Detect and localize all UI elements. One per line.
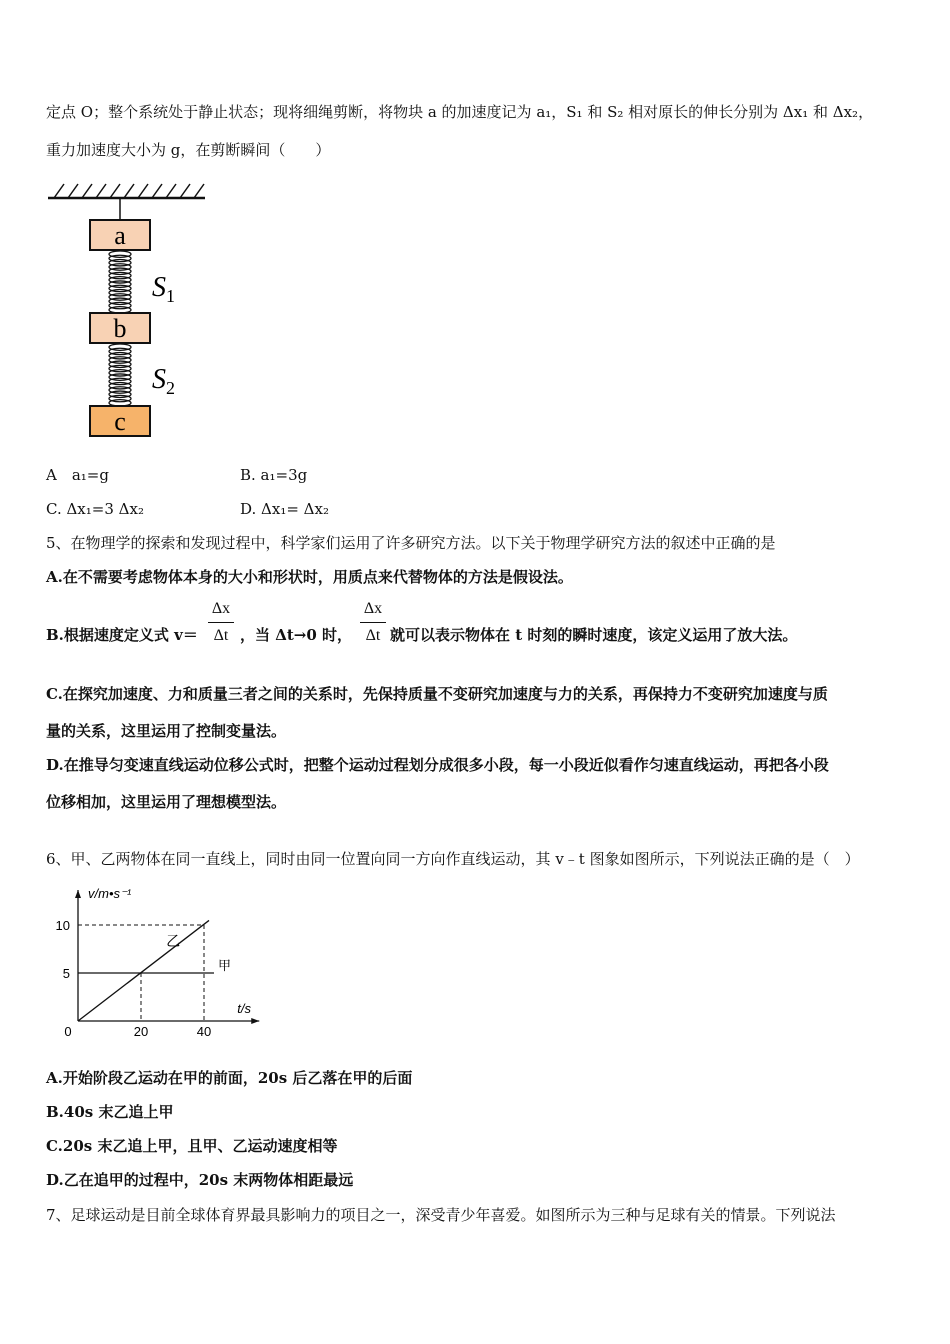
ceiling-hatch bbox=[54, 184, 204, 198]
spring-s2-label: $S_2$ bbox=[152, 364, 175, 398]
spring-s2 bbox=[109, 344, 131, 406]
q5-stem: 5、在物理学的探索和发现过程中，科学家们运用了许多研究方法。以下关于物理学研究方法的叙述中正确的是 bbox=[46, 534, 776, 552]
fraction-1 bbox=[208, 600, 234, 645]
q7-stem: 7、足球运动是目前全球体育界最具影响力的项目之一，深受青少年喜爱。如图所示为三种与足球有关的情景。下列说法 bbox=[46, 1206, 836, 1224]
fraction-2-bar bbox=[360, 622, 386, 623]
spring-s1-label: $S_1$ bbox=[152, 272, 175, 306]
series-yi-line bbox=[78, 920, 209, 1021]
q5-option-b-prefix: B.根据速度定义式 v＝ bbox=[46, 626, 198, 644]
option-b: B. a₁=3g bbox=[240, 466, 308, 484]
intro-line-2: 重力加速度大小为 g，在剪断瞬间（ ） bbox=[46, 141, 331, 159]
q6-option-a: A.开始阶段乙运动在甲的前面，20s 后乙落在甲的后面 bbox=[46, 1069, 413, 1087]
option-a: A a₁=g bbox=[46, 466, 109, 484]
series-yi-label: 乙 bbox=[166, 933, 181, 950]
spring-block-figure bbox=[40, 178, 220, 443]
y-tick-label: 10 bbox=[55, 918, 70, 933]
q5-option-c-line-1: C.在探究加速度、力和质量三者之间的关系时，先保持质量不变研究加速度与力的关系，再保持力不变研究加速度与质 bbox=[46, 685, 828, 703]
block-a-label: a bbox=[114, 221, 126, 250]
q6-option-b: B.40s 末乙追上甲 bbox=[46, 1103, 174, 1121]
x-tick-label: 20 bbox=[133, 1024, 149, 1039]
series-jia-label: 甲 bbox=[218, 958, 232, 973]
q5-option-b-middle: ，当 Δt→0 时， bbox=[240, 626, 353, 644]
fraction-1-denominator: Δt bbox=[213, 627, 229, 644]
block-c-label: c bbox=[114, 407, 126, 436]
y-axis-label: v/m•s⁻¹ bbox=[88, 886, 132, 901]
x-axis-label: t/s bbox=[237, 1001, 251, 1016]
intro-line-1: 定点 O；整个系统处于静止状态；现将细绳剪断，将物块 a 的加速度记为 a₁，S₁ 和 S₂ 相对原长的伸长分别为 Δx₁ 和 Δx₂， bbox=[46, 103, 874, 121]
vt-chart bbox=[46, 880, 276, 1042]
fraction-2-numerator: Δx bbox=[363, 600, 383, 617]
q6-option-c: C.20s 末乙追上甲，且甲、乙运动速度相等 bbox=[46, 1137, 338, 1155]
option-c: C. Δx₁=3 Δx₂ bbox=[46, 500, 144, 518]
x-axis-arrow bbox=[251, 1018, 259, 1024]
q6-stem: 6、甲、乙两物体在同一直线上，同时由同一位置向同一方向作直线运动，其 v﹣t 图象如图所示，下列说法正确的是（ ） bbox=[46, 850, 860, 868]
spring-s1 bbox=[109, 251, 131, 313]
y-tick-label: 5 bbox=[62, 966, 70, 981]
origin-label: 0 bbox=[64, 1024, 72, 1039]
option-d: D. Δx₁= Δx₂ bbox=[240, 500, 329, 518]
y-axis-arrow bbox=[75, 890, 81, 898]
x-tick-label: 40 bbox=[196, 1024, 212, 1039]
block-b-label: b bbox=[113, 314, 127, 343]
fraction-1-numerator: Δx bbox=[211, 600, 231, 617]
q5-option-a: A.在不需要考虑物体本身的大小和形状时，用质点来代替物体的方法是假设法。 bbox=[46, 568, 573, 586]
q5-option-d-line-1: D.在推导匀变速直线运动位移公式时，把整个运动过程划分成很多小段，每一小段近似看作匀速直线运动，再把各小段 bbox=[46, 756, 829, 774]
q5-option-b-suffix: 就可以表示物体在 t 时刻的瞬时速度，该定义运用了放大法。 bbox=[390, 626, 798, 644]
q5-option-d-line-2: 位移相加，这里运用了理想模型法。 bbox=[46, 793, 287, 811]
fraction-2 bbox=[360, 600, 386, 645]
fraction-2-denominator: Δt bbox=[365, 627, 381, 644]
q6-option-d: D.乙在追甲的过程中，20s 末两物体相距最远 bbox=[46, 1171, 354, 1189]
fraction-1-bar bbox=[208, 622, 234, 623]
q5-option-c-line-2: 量的关系，这里运用了控制变量法。 bbox=[46, 722, 287, 740]
